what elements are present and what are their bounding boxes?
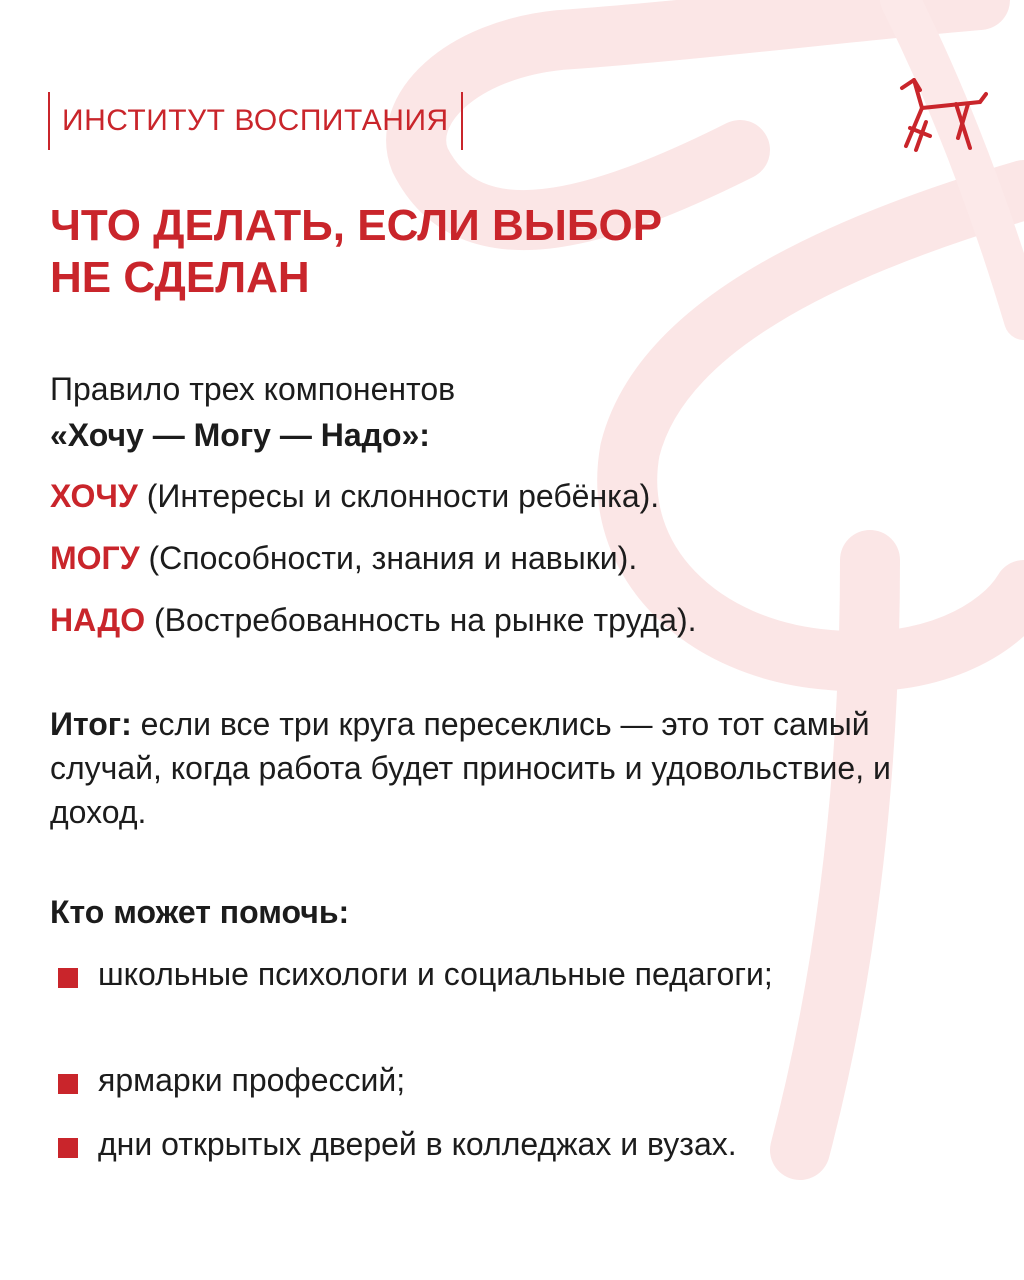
- bullet-square-icon: [58, 1138, 78, 1158]
- term-item-can: [50, 538, 637, 578]
- list-item-text: дни открытых дверей в колледжах и вузах.: [98, 1126, 737, 1162]
- list-item-text: школьные психологи и социальные педагоги;: [98, 956, 773, 992]
- summary: [50, 702, 950, 834]
- brand-name: ИНСТИТУТ ВОСПИТАНИЯ: [62, 104, 449, 137]
- term-item-need: [50, 600, 697, 640]
- term-description: (Способности, знания и навыки).: [139, 540, 638, 576]
- headline-line-2: НЕ СДЕЛАН: [50, 253, 310, 302]
- term-label: НАДО: [50, 602, 146, 638]
- term-label: МОГУ: [50, 540, 140, 576]
- headline-line-1: ЧТО ДЕЛАТЬ, ЕСЛИ ВЫБОР: [50, 201, 663, 250]
- summary-label: Итог:: [50, 706, 132, 742]
- term-description: (Востребованность на рынке труда).: [145, 602, 697, 638]
- summary-text: если все три круга пересеклись — это тот самый случай, когда работа будет приносить и удовольствие, и доход.: [50, 706, 891, 830]
- list-item: [58, 1058, 858, 1102]
- rule-name: «Хочу — Могу — Надо»:: [50, 417, 430, 453]
- list-item: [58, 952, 858, 996]
- headline: [50, 200, 950, 304]
- bullet-square-icon: [58, 1074, 78, 1094]
- help-title: Кто может помочь:: [50, 894, 350, 930]
- list-item: [58, 1122, 858, 1166]
- list-item-text: ярмарки профессий;: [98, 1062, 406, 1098]
- term-item-want: [50, 476, 659, 516]
- term-label: ХОЧУ: [50, 478, 138, 514]
- rule-intro: [50, 366, 455, 458]
- brand-label: [48, 92, 463, 150]
- bullet-square-icon: [58, 968, 78, 988]
- term-description: (Интересы и склонности ребёнка).: [137, 478, 660, 514]
- horse-logo-icon: [896, 78, 988, 154]
- rule-intro-text: Правило трех компонентов: [50, 371, 456, 407]
